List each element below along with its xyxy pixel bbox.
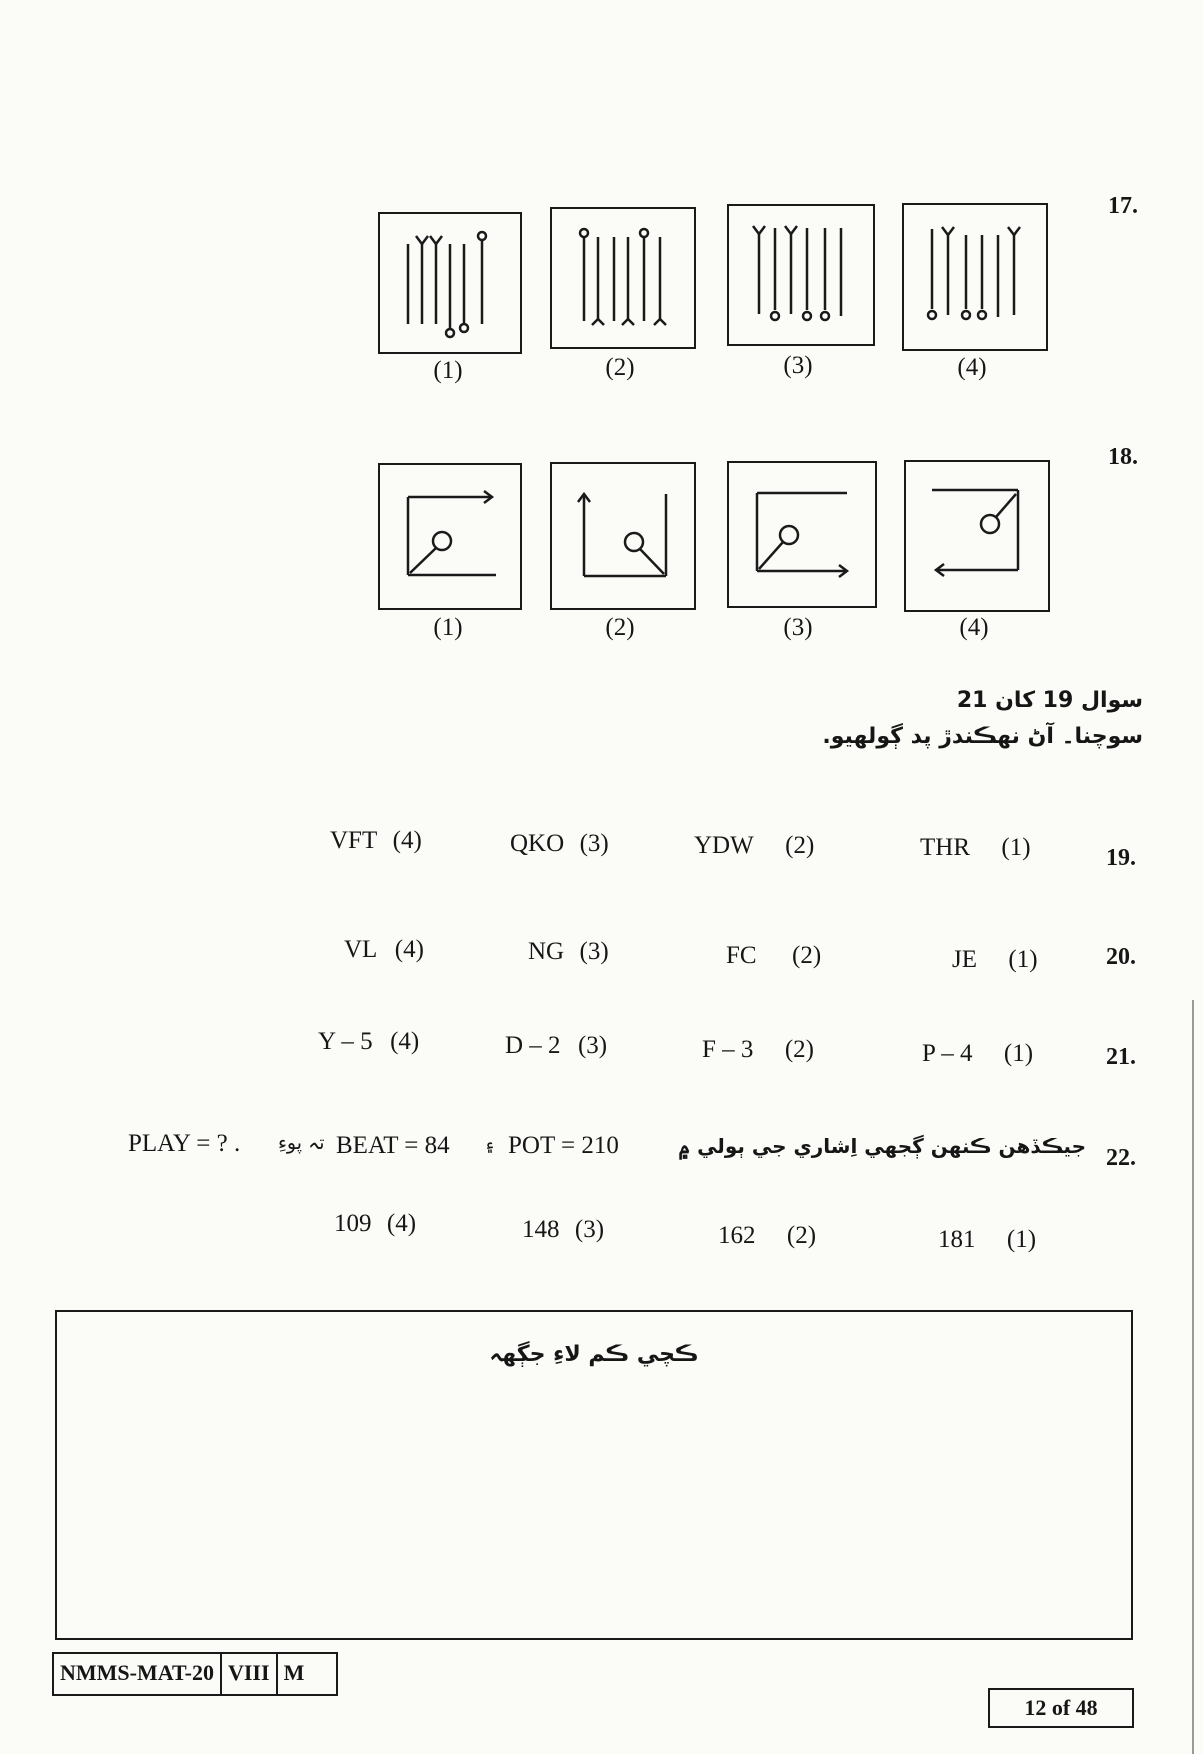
instruction-range: سوال 19 کان 21 (956, 688, 1143, 713)
rough-work-title: ڪچي ڪم لاءِ جڳهہ (489, 1342, 699, 1367)
question-ask: PLAY = ? . (128, 1130, 241, 1157)
option-4[interactable] (344, 936, 433, 964)
option-number: (3) (579, 938, 609, 965)
option-2[interactable] (718, 1222, 826, 1250)
page-edge-divider (1192, 1000, 1194, 1754)
figure-option-4[interactable] (902, 203, 1048, 351)
option-number: (1) (1006, 1226, 1037, 1253)
option-value: JE (952, 946, 977, 973)
question-number: 22. (1106, 1145, 1136, 1171)
option-label: (1) (433, 614, 463, 641)
option-number: (2) (792, 942, 822, 969)
option-number: (2) (786, 1222, 817, 1249)
option-label: (4) (957, 354, 987, 381)
option-number: (4) (390, 1028, 420, 1055)
option-number: (1) (1001, 834, 1031, 861)
figure-option-4[interactable] (904, 460, 1050, 612)
option-value: THR (920, 834, 970, 861)
question-then: تہ پوءِ (278, 1132, 325, 1154)
option-number: (1) (1008, 946, 1038, 973)
arrow-figure-icon (729, 463, 875, 606)
figure-option-3[interactable] (727, 461, 877, 608)
option-3[interactable] (505, 1032, 617, 1060)
option-value: 148 (522, 1216, 560, 1243)
paper-code (52, 1652, 338, 1696)
option-4[interactable] (330, 827, 431, 855)
question-conj: ۽ (484, 1132, 496, 1154)
arrow-figure-icon (906, 462, 1048, 610)
option-number: (3) (579, 830, 609, 857)
arrow-figure-icon (380, 465, 520, 608)
option-value: VFT (330, 827, 378, 854)
option-label: (3) (783, 352, 813, 379)
option-1[interactable] (922, 1040, 1042, 1068)
option-4[interactable] (318, 1028, 429, 1056)
option-number: (2) (784, 1036, 814, 1063)
page-number: 12 of 48 (988, 1688, 1134, 1728)
option-4[interactable] (334, 1210, 426, 1238)
question-text (128, 1128, 1086, 1168)
option-value: NG (528, 938, 565, 965)
question-number: 19. (1106, 845, 1136, 871)
option-label: (4) (959, 614, 989, 641)
lines-figure-icon (729, 206, 873, 344)
option-value: Y – 5 (318, 1028, 373, 1055)
option-3[interactable] (528, 938, 618, 966)
lines-figure-icon (380, 214, 520, 352)
option-label: (2) (605, 354, 635, 381)
question-number: 20. (1106, 944, 1136, 970)
question-eq2: BEAT = 84 (336, 1132, 450, 1159)
instruction-text: سوچنا۔ آڻ نهڪندڙ پد ڳولهيو. (822, 724, 1143, 749)
medium-label: M (283, 1660, 305, 1685)
question-text-urdu: جيڪڏهن ڪنهن ڳجهي اِشاري جي ٻولي ۾ (678, 1134, 1086, 1158)
option-number: (1) (1003, 1040, 1034, 1067)
option-value: 109 (334, 1210, 372, 1237)
option-2[interactable] (702, 1036, 823, 1064)
option-value: QKO (510, 830, 565, 857)
class-label: VIII (222, 1654, 278, 1694)
option-value: P – 4 (922, 1040, 973, 1067)
option-3[interactable] (522, 1216, 614, 1244)
option-value: FC (726, 942, 757, 969)
option-label: (2) (605, 614, 635, 641)
option-number: (4) (386, 1210, 417, 1237)
figure-option-1[interactable] (378, 212, 522, 354)
option-number: (4) (394, 936, 424, 963)
figure-option-2[interactable] (550, 207, 696, 349)
option-3[interactable] (510, 830, 618, 858)
option-value: VL (344, 936, 378, 963)
option-1[interactable] (920, 834, 1040, 862)
figure-option-2[interactable] (550, 462, 696, 610)
option-label: (3) (783, 614, 813, 641)
lines-figure-icon (904, 205, 1046, 349)
option-number: (3) (574, 1216, 605, 1243)
option-value: D – 2 (505, 1032, 561, 1059)
question-number: 18. (1108, 444, 1138, 470)
question-eq1: POT = 210 (508, 1132, 619, 1159)
figure-option-3[interactable] (727, 204, 875, 346)
option-number: (2) (785, 832, 815, 859)
lines-figure-icon (552, 209, 694, 347)
option-value: F – 3 (702, 1036, 754, 1063)
figure-option-1[interactable] (378, 463, 522, 610)
rough-work-box[interactable] (55, 1310, 1133, 1640)
question-number: 17. (1108, 193, 1138, 219)
option-value: 181 (938, 1226, 976, 1253)
paper-code-label: NMMS-MAT-20 (54, 1654, 222, 1694)
question-number: 21. (1106, 1044, 1136, 1070)
option-number: (4) (392, 827, 422, 854)
option-2[interactable] (694, 832, 824, 860)
arrow-figure-icon (552, 464, 694, 608)
option-1[interactable] (952, 946, 1047, 974)
option-value: YDW (694, 832, 754, 859)
option-label: (1) (433, 357, 463, 384)
option-2[interactable] (726, 942, 831, 970)
option-number: (3) (577, 1032, 608, 1059)
option-1[interactable] (938, 1226, 1046, 1254)
option-value: 162 (718, 1222, 756, 1249)
